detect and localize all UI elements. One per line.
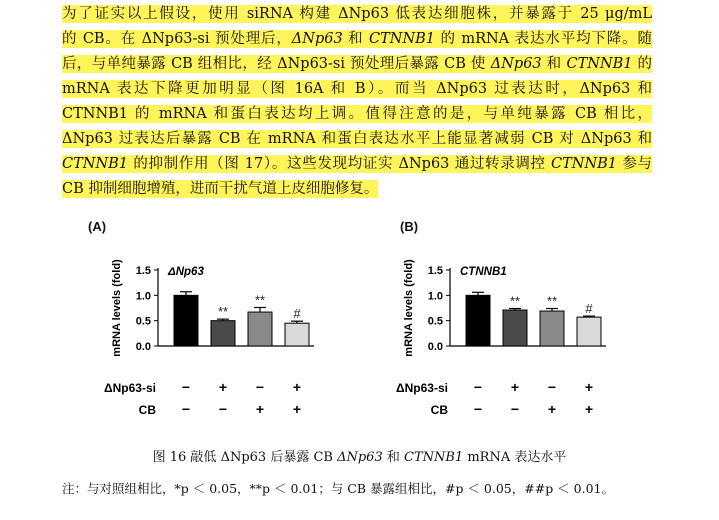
caption-part-2: ΔNp63 — [337, 450, 383, 465]
chart-title: ΔNp63 — [168, 266, 204, 278]
bar — [211, 321, 235, 346]
text-run: 的 CB。在 ΔNp63-si 预处理后， — [62, 31, 292, 47]
text-run: 参与 — [617, 156, 652, 172]
text-run: ΔNp63 过表达后暴露 CB 在 mRNA 和蛋白表达水平上能显著减弱 CB 对 ΔNp63 和 — [62, 131, 652, 147]
condition-sign: − — [510, 401, 520, 417]
chart-a — [88, 240, 318, 430]
condition-sign: + — [584, 401, 594, 417]
condition-sign: + — [255, 401, 265, 417]
significance-label: ** — [509, 293, 521, 309]
condition-sign: + — [510, 379, 520, 395]
y-tick-label: 0.0 — [427, 341, 443, 353]
significance-label: # — [585, 301, 593, 317]
figure-note: 注：与对照组相比，*p ＜ 0.05，**p ＜ 0.01；与 CB 暴露组相比，#p ＜ 0.05，##p ＜ 0.01。 — [62, 481, 614, 496]
condition-sign: + — [292, 379, 302, 395]
condition-sign: − — [473, 379, 483, 395]
chart-title: CTNNB1 — [460, 266, 507, 278]
text-run: ΔNp63 — [490, 56, 542, 72]
text-run: CTNNB1 — [551, 156, 618, 172]
y-tick-label: 1.0 — [427, 290, 443, 303]
figure-caption — [0, 446, 719, 465]
panel-label-a: (A) — [88, 219, 107, 234]
y-axis-label: mRNA levels (fold) — [111, 259, 123, 357]
condition-label: CB — [138, 403, 156, 417]
condition-sign: + — [547, 401, 557, 417]
paragraph-line — [62, 27, 652, 52]
condition-sign: + — [584, 379, 594, 395]
significance-label: ** — [217, 304, 229, 320]
bar — [577, 317, 601, 346]
text-run: CTNNB1 — [369, 31, 436, 47]
bar — [540, 311, 564, 346]
y-axis-label: mRNA levels (fold) — [403, 259, 415, 357]
bar — [466, 295, 490, 346]
caption-part-1: 图 16 敲低 ΔNp63 后暴露 CB — [152, 450, 338, 465]
panel-label-b: (B) — [400, 219, 419, 234]
text-run: 的抑制作用（图 17）。这些发现均证实 ΔNp63 通过转录调控 — [128, 156, 552, 172]
bar — [248, 312, 272, 346]
chart-b — [380, 240, 610, 430]
text-run: 后，与单纯暴露 CB 组相比，经 ΔNp63-si 预处理后暴露 CB 使 — [62, 56, 491, 72]
condition-label: ΔNp63-si — [396, 381, 448, 395]
significance-label: ** — [254, 292, 266, 308]
condition-sign: − — [181, 401, 191, 417]
y-tick-label: 1.0 — [135, 290, 151, 303]
text-run: 为了证实以上假设，使用 siRNA 构建 ΔNp63 低表达细胞株，并暴露于 25 μg/mL — [62, 6, 652, 22]
text-run: 和 — [342, 31, 369, 47]
caption-part-3: 和 — [382, 450, 404, 465]
body-paragraph — [62, 2, 652, 202]
y-tick-label: 1.5 — [427, 265, 443, 277]
condition-sign: + — [292, 401, 302, 417]
text-run: CTNNB1 — [62, 156, 129, 172]
condition-label: CB — [430, 403, 448, 417]
y-tick-label: 0.5 — [427, 315, 443, 328]
text-run: CTNNB1 — [566, 56, 633, 72]
paragraph-line — [62, 127, 652, 152]
y-tick-label: 0.5 — [135, 315, 151, 328]
condition-sign: − — [547, 379, 557, 395]
significance-label: ** — [546, 293, 558, 309]
paragraph-line — [62, 52, 652, 77]
paragraph-line — [62, 152, 652, 177]
bar — [503, 310, 527, 346]
caption-part-5: mRNA 表达水平 — [463, 450, 567, 465]
text-run: 和 — [541, 56, 567, 72]
text-run: CB 抑制细胞增殖，进而干扰气道上皮细胞修复。 — [62, 181, 379, 197]
bar — [285, 323, 309, 346]
paragraph-line — [62, 177, 652, 202]
condition-sign: + — [218, 379, 228, 395]
condition-sign: − — [255, 379, 265, 395]
paragraph-line — [62, 102, 652, 127]
paragraph-line — [62, 2, 652, 27]
significance-label: # — [293, 306, 301, 322]
condition-sign: − — [218, 401, 228, 417]
y-tick-label: 0.0 — [135, 341, 151, 353]
y-tick-label: 1.5 — [135, 265, 151, 277]
caption-part-4: CTNNB1 — [404, 450, 464, 465]
text-run: 的 — [632, 56, 652, 72]
text-run: CTNNB1 的 mRNA 和蛋白表达均上调。值得注意的是，与单纯暴露 CB 相比， — [62, 106, 652, 122]
condition-sign: − — [181, 379, 191, 395]
condition-sign: − — [473, 401, 483, 417]
bar — [174, 295, 198, 346]
text-run: 的 mRNA 表达水平均下降。随 — [435, 31, 652, 47]
text-run: ΔNp63 — [291, 31, 343, 47]
paragraph-line — [62, 77, 652, 102]
text-run: mRNA 表达下降更加明显（图 16A 和 B）。而当 ΔNp63 过表达时，ΔNp63 和 — [62, 81, 652, 97]
condition-label: ΔNp63-si — [104, 381, 156, 395]
